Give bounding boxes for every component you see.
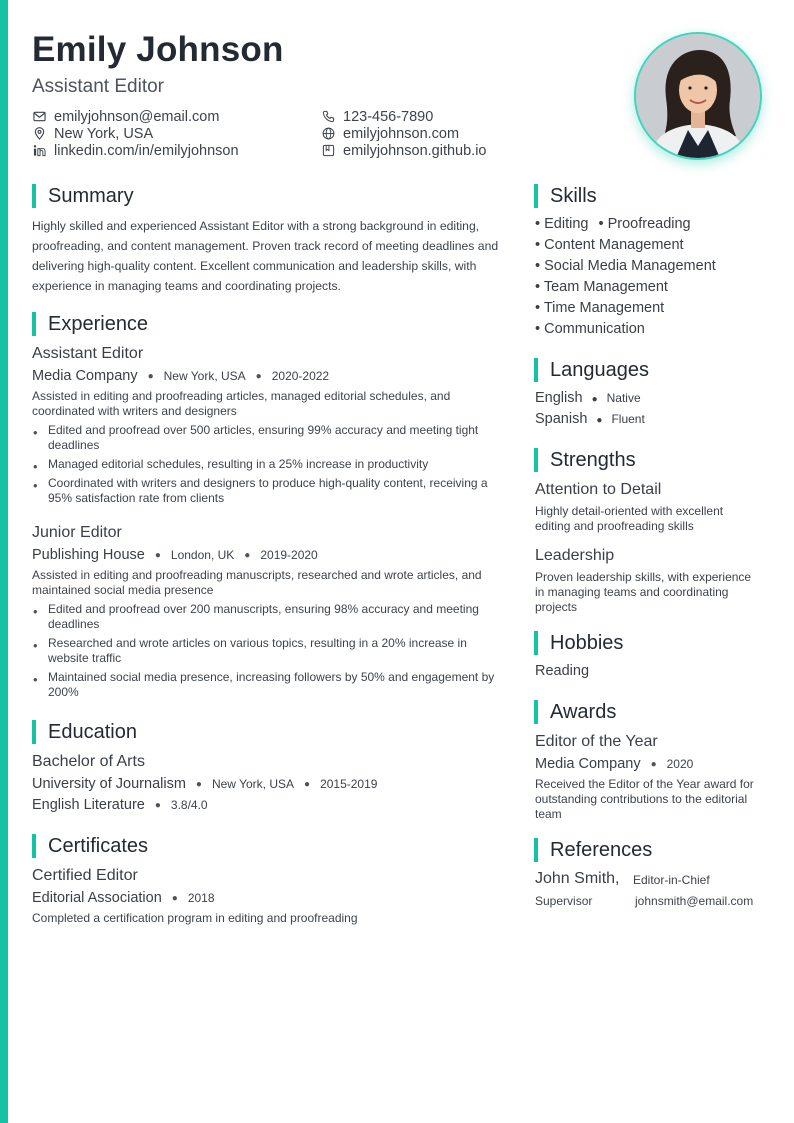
job-dates: 2020-2022 — [271, 369, 330, 383]
hobby-item: Reading — [535, 663, 590, 679]
skill-item: • Social Media Management — [535, 258, 716, 274]
achievement-item: • Edited and proofread over 200 manuscripts, ensuring 98% accuracy and meeting deadlines — [32, 602, 504, 632]
achievement-item: • Managed editorial schedules, resulting in a 25% increase in productivity — [32, 457, 504, 472]
separator-dot: ● — [255, 371, 262, 382]
education-heading: Education — [32, 720, 137, 744]
separator-dot: ● — [147, 371, 154, 382]
school-location: New York, USA — [211, 777, 295, 791]
contact-location — [32, 125, 239, 142]
job-company: Media Company — [32, 368, 138, 384]
job-meta — [32, 368, 329, 384]
gpa: 3.8/4.0 — [170, 798, 208, 812]
globe-icon — [321, 127, 335, 141]
reference-name: John Smith, — [535, 870, 620, 887]
skill-item: • Proofreading — [598, 216, 691, 232]
separator-dot: ● — [304, 779, 311, 790]
reference-email[interactable]: johnsmith@email.com — [635, 894, 754, 908]
hobbies-heading: Hobbies — [534, 631, 623, 655]
school-name: University of Journalism — [32, 776, 186, 792]
language-item — [535, 390, 641, 406]
field-of-study: English Literature — [32, 797, 145, 813]
job-company: Publishing House — [32, 547, 145, 563]
contact-website[interactable] — [321, 125, 486, 142]
skill-item: • Content Management — [535, 237, 684, 253]
strength-title: Leadership — [535, 547, 615, 564]
references-heading: References — [534, 838, 652, 862]
strength-title: Attention to Detail — [535, 481, 662, 498]
experience-heading: Experience — [32, 312, 148, 336]
contact-email-text: emilyjohnson@email.com — [54, 108, 220, 125]
accent-bar — [0, 0, 8, 1123]
skills-row — [535, 214, 691, 235]
separator-dot: ● — [154, 550, 161, 561]
contact-email[interactable] — [32, 108, 239, 125]
phone-icon — [321, 110, 335, 124]
strengths-heading: Strengths — [534, 448, 636, 472]
contact-website-text: emilyjohnson.com — [343, 125, 460, 142]
certificate-meta — [32, 890, 215, 906]
achievement-item: • Maintained social media presence, increasing followers by 50% and engagement by 200% — [32, 670, 504, 700]
language-level: Native — [606, 391, 641, 405]
separator-dot: ● — [650, 759, 657, 770]
strength-text: Proven leadership skills, with experience in managing teams and coordinating projects — [535, 570, 752, 614]
candidate-title: Assistant Editor — [32, 76, 164, 97]
contacts-left — [32, 108, 239, 159]
separator-dot: ● — [596, 415, 603, 426]
job-achievements — [32, 602, 504, 700]
candidate-name: Emily Johnson — [32, 30, 284, 69]
separator-dot: ● — [171, 893, 178, 904]
certificate-description: Completed a certification program in editing and proofreading — [32, 911, 358, 925]
skill-item: • Editing — [535, 216, 589, 232]
contact-linkedin[interactable] — [32, 142, 239, 159]
profile-photo — [634, 32, 762, 160]
contact-linkedin-text: linkedin.com/in/emilyjohnson — [54, 142, 239, 159]
achievement-item: • Researched and wrote articles on various topics, resulting in a 20% increase in website traffic — [32, 636, 504, 666]
award-title: Editor of the Year — [535, 733, 658, 750]
awards-heading: Awards — [534, 700, 616, 724]
language-level: Fluent — [611, 412, 645, 426]
contacts-right — [321, 108, 486, 159]
certificates-heading: Certificates — [32, 834, 148, 858]
skill-item: • Communication — [535, 321, 645, 337]
certificate-name: Certified Editor — [32, 867, 138, 884]
summary-text: Highly skilled and experienced Assistant Editor with a strong background in editing, proofreading, and content management. Proven track record of meeting deadlines and delivering high-quality content. Excellent communication and leadership skills, with experience in managing teams and coordinating projects. — [32, 219, 499, 293]
separator-dot: ● — [591, 394, 598, 405]
degree-title: Bachelor of Arts — [32, 753, 145, 770]
contact-github-text: emilyjohnson.github.io — [343, 142, 487, 159]
job-meta — [32, 547, 318, 563]
job-title: Junior Editor — [32, 524, 122, 541]
contact-phone-text: 123-456-7890 — [343, 108, 434, 125]
language-item — [535, 411, 645, 427]
education-meta — [32, 776, 377, 792]
language-name: English — [535, 390, 583, 406]
job-dates: 2019-2020 — [260, 548, 318, 562]
job-description: Assisted in editing and proofreading manuscripts, researched and wrote articles, and maintained social media presence — [32, 568, 482, 597]
reference-relation: Supervisor — [535, 894, 593, 908]
contact-location-text: New York, USA — [54, 125, 154, 142]
separator-dot: ● — [244, 550, 251, 561]
languages-heading: Languages — [534, 358, 649, 382]
language-name: Spanish — [535, 411, 588, 427]
reference-role: Editor-in-Chief — [633, 873, 710, 887]
skills-heading: Skills — [534, 184, 597, 208]
achievement-item: • Edited and proofread over 500 articles, ensuring 99% accuracy and meeting tight deadlines — [32, 423, 504, 453]
mail-icon — [32, 110, 46, 124]
strength-text: Highly detail-oriented with excellent editing and proofreading skills — [535, 504, 724, 533]
separator-dot: ● — [195, 779, 202, 790]
job-title: Assistant Editor — [32, 345, 144, 362]
job-location: New York, USA — [163, 369, 246, 383]
contact-phone[interactable] — [321, 108, 486, 125]
linkedin-icon — [32, 144, 46, 158]
job-location: London, UK — [170, 548, 235, 562]
bookmark-icon — [321, 144, 335, 158]
summary-heading: Summary — [32, 184, 134, 208]
achievement-item: • Coordinated with writers and designers to produce high-quality content, receiving a 95% satisfaction rate from clients — [32, 476, 504, 506]
contact-github[interactable] — [321, 142, 486, 159]
skill-item: • Team Management — [535, 279, 668, 295]
education-dates: 2015-2019 — [320, 777, 378, 791]
location-icon — [32, 127, 46, 141]
certificate-issuer: Editorial Association — [32, 890, 162, 906]
job-description: Assisted in editing and proofreading articles, managed editorial schedules, and coordinated with writers and designers — [32, 389, 451, 418]
award-year: 2020 — [666, 757, 694, 771]
award-issuer: Media Company — [535, 756, 641, 772]
award-meta — [535, 756, 693, 772]
education-field-row — [32, 797, 208, 813]
job-achievements — [32, 423, 504, 506]
award-text: Received the Editor of the Year award for outstanding contributions to the editorial team — [535, 777, 754, 821]
separator-dot: ● — [154, 800, 161, 811]
certificate-year: 2018 — [187, 891, 215, 905]
skill-item: • Time Management — [535, 300, 665, 316]
